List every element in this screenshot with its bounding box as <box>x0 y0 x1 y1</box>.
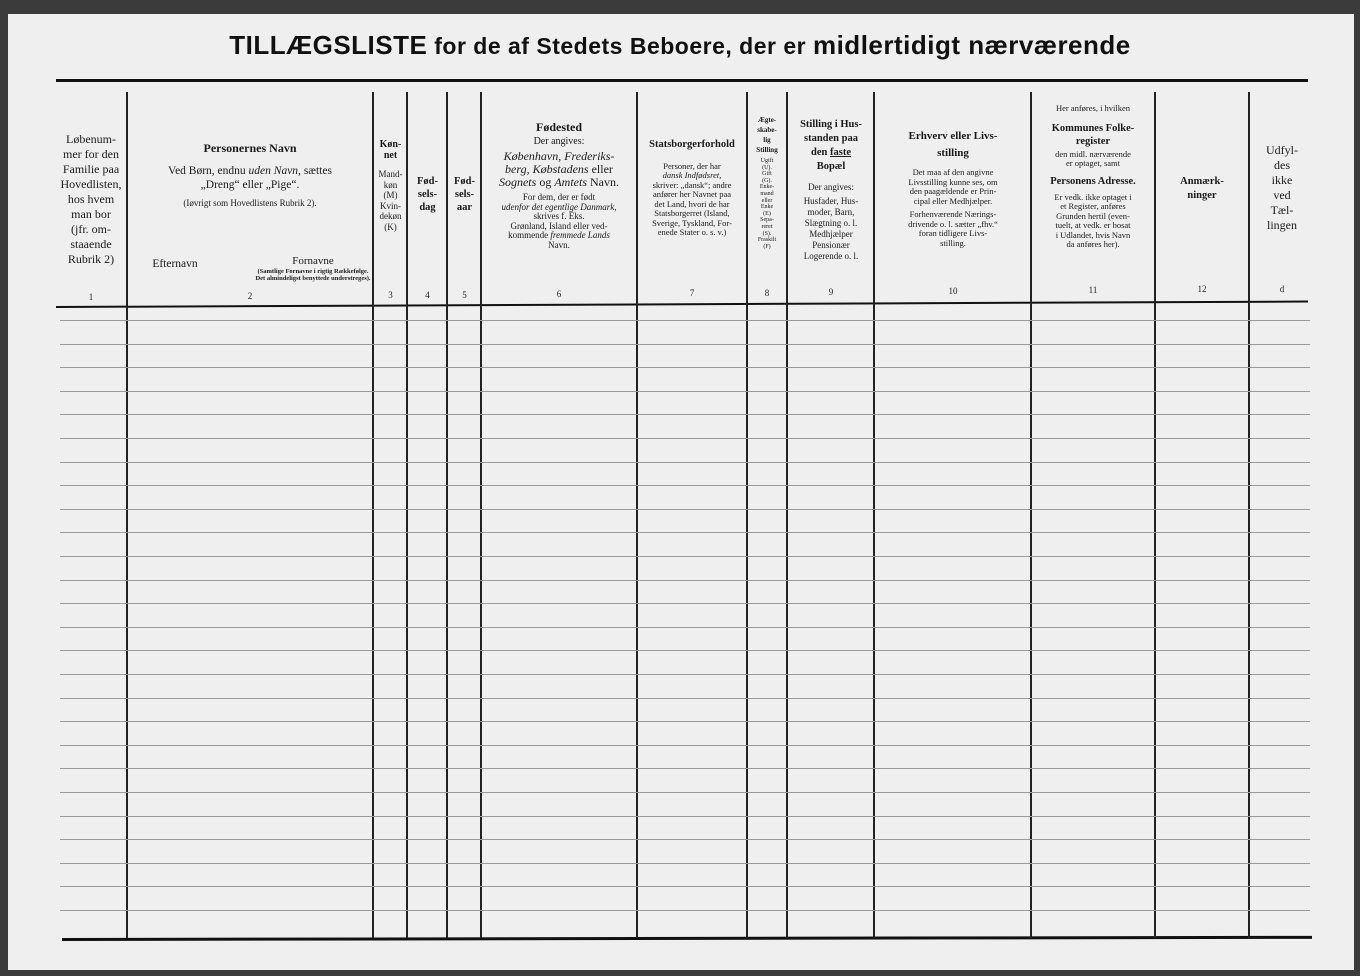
col12-header: Anmærk- ninger <box>1180 176 1224 201</box>
col-number: 6 <box>556 289 562 299</box>
column-divider <box>1030 92 1032 938</box>
table-row-line <box>60 509 1310 510</box>
col1-header: Løbenum- mer for den Familie paa Hovedlisten, hos hvem man bor (jfr. om- staaende Rubrik 2) <box>60 132 122 266</box>
col2-header: Personernes Navn Ved Børn, endnu uden Navn, sættes „Dreng“ eller „Pige“. (Iøvrigt som Hovedlistens Rubrik 2). <box>168 141 332 208</box>
table-row-line <box>60 745 1310 746</box>
table-row-line <box>60 816 1310 817</box>
col8-header: Ægte- skabe- lig Stilling Ugift (U). Gift (G). Enke- mand eller Enke (E) Sepa- reret (S). Fraskilt (F) <box>756 116 778 250</box>
col5-header: Fød- sels- aar <box>454 176 475 213</box>
table-row-line <box>60 532 1310 533</box>
col-d-header: Udfyl- des ikke ved Tæl- lingen <box>1266 143 1298 232</box>
col-number: 2 <box>247 291 253 301</box>
table-row-line <box>60 580 1310 581</box>
table-row-line <box>60 674 1310 675</box>
col11-header: Her anføres, i hvilken Kommunes Folke- register den midl. nærværende er optaget, samt Personens Adresse. Er vedk. ikke optaget i et Register, anføres Grunden hertil (even- tuelt, at vedk. er bosat i Udlandet, hvis Navn da anføres her). <box>1050 103 1136 249</box>
col-number: 7 <box>689 288 695 298</box>
col-number: 11 <box>1088 285 1098 295</box>
column-divider <box>126 92 128 938</box>
table-row-line <box>60 414 1310 415</box>
table-row-line <box>60 556 1310 557</box>
table-row-line <box>60 839 1310 840</box>
table-row-line <box>60 792 1310 793</box>
col-number: 4 <box>425 290 430 300</box>
table-row-line <box>60 698 1310 699</box>
col2-sub-note: (Samtlige Fornavne i rigtig Rækkefølge. Det almindeligst benyttede understreges). <box>255 268 371 282</box>
col-number: 5 <box>462 290 467 300</box>
col2-sub-surname: Efternavn <box>152 258 198 270</box>
table-row-line <box>60 768 1310 769</box>
col3-header: Køn- net Mand- køn (M) Kvin- dekøn (K) <box>378 139 403 232</box>
col9-header: Stilling i Hus- standen paa den faste Bopæl Der angives: Husfader, Hus- moder, Barn, Slægtning o. l. Medhjælper Pensionær Logerende o. l. <box>800 119 862 261</box>
table-row-line <box>60 438 1310 439</box>
col-number: d <box>1279 284 1285 294</box>
col-number: 10 <box>948 286 958 296</box>
col-number: 1 <box>88 292 94 302</box>
table-row-line <box>60 886 1310 887</box>
column-divider <box>480 92 482 938</box>
table-row-line <box>60 462 1310 463</box>
col-number: 12 <box>1197 284 1207 294</box>
table-row-line <box>60 391 1310 392</box>
column-divider <box>1248 92 1250 938</box>
column-divider <box>446 92 448 938</box>
col-number: 8 <box>764 288 770 298</box>
col10-header: Erhverv eller Livs- stilling Det maa af den angivne Livsstilling kunne ses, om den paagældende er Prin- cipal eller Medhjælper. Forhenværende Nærings- drivende o. l. sætter „fhv.“ foran tidligere Livs- stilling. <box>908 130 998 248</box>
table-row-line <box>60 650 1310 651</box>
col-number: 9 <box>828 287 834 297</box>
table-row-line <box>60 721 1310 722</box>
form-title: TILLÆGSLISTE for de af Stedets Beboere, der er midlertidigt nærværende <box>229 30 1131 60</box>
table-row-line <box>60 367 1310 368</box>
col-number: 3 <box>388 290 393 300</box>
column-divider <box>1154 92 1156 938</box>
col7-header: Statsborgerforhold Personer, der har dansk Indfødsret, skriver: „dansk“; andre anfører her Navnet paa det Land, hvori de har Statsborgerret (Island, Sverige, Tyskland, For- enede Stater o. s. v.) <box>649 139 735 237</box>
table-row-line <box>60 627 1310 628</box>
table-row-line <box>60 344 1310 345</box>
title-rule <box>56 79 1308 82</box>
table-row-line <box>60 910 1310 911</box>
col2-sub-firstnames: Fornavne <box>292 255 334 267</box>
table-row-line <box>60 603 1310 604</box>
col4-header: Fød- sels- dag <box>417 176 438 213</box>
table-row-line <box>60 863 1310 864</box>
table-row-line <box>60 320 1310 321</box>
col6-header: Fødested Der angives: København, Frederiks- berg, Købstadens eller Sognets og Amtets Navn. For dem, der er født udenfor det egentlige Danmark, skrives f. Eks. Grønland, Island eller ved- kommende fremmede Lands Navn. <box>498 120 619 250</box>
table-row-line <box>60 485 1310 486</box>
